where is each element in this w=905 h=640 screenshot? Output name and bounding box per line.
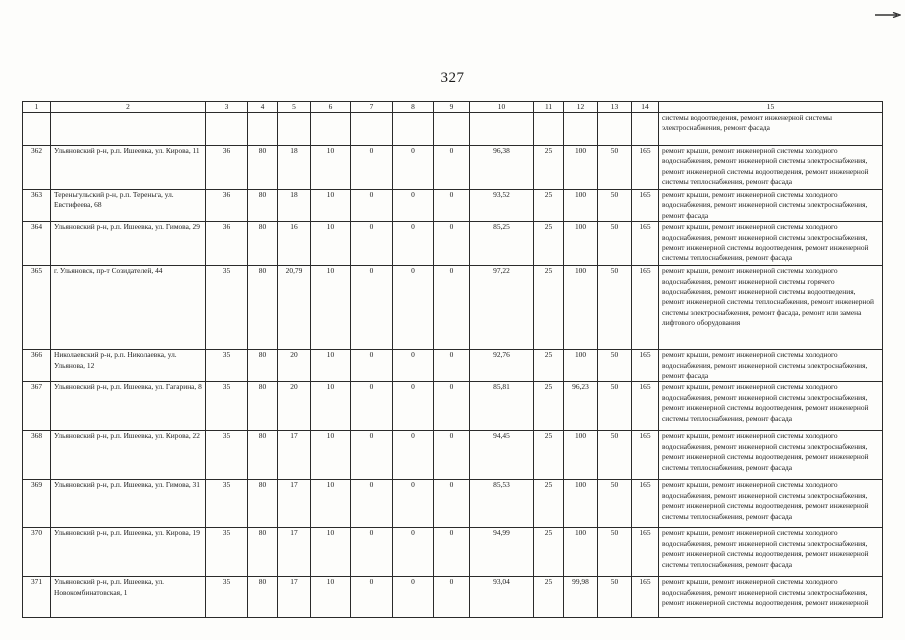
col8-cell: 0: [393, 146, 434, 190]
col9-cell: 0: [434, 350, 470, 382]
col11-cell: 25: [534, 382, 564, 431]
col4-cell: 80: [248, 528, 278, 577]
col11-cell: 25: [534, 480, 564, 528]
col6-cell: 10: [311, 350, 351, 382]
col14-cell: 165: [632, 528, 659, 577]
col11-cell: 25: [534, 431, 564, 480]
col12-cell: 100: [564, 431, 598, 480]
work-cell: ремонт крыши, ремонт инженерной системы холодного водоснабжения, ремонт инженерной системы электроснабжения, ремонт инженерной системы водоотведения, ремонт инженерной системы теплоснабжения, ремонт фасада: [659, 222, 883, 266]
col3-cell: 36: [206, 190, 248, 222]
col7-cell: 0: [351, 190, 393, 222]
col10-cell: 85,25: [470, 222, 534, 266]
col7-cell: 0: [351, 382, 393, 431]
table-row: [23, 222, 883, 266]
col10-cell: 85,81: [470, 382, 534, 431]
address-cell: Николаевский р-н, р.п. Николаевка, ул. Ульянова, 12: [51, 350, 206, 382]
address-cell: Ульяновский р-н, р.п. Ишеевка, ул. Гагарина, 8: [51, 382, 206, 431]
table-row: [23, 350, 883, 382]
col9-cell: 0: [434, 382, 470, 431]
col12-cell: 100: [564, 222, 598, 266]
address-cell: Ульяновский р-н, р.п. Ишеевка, ул. Гимова, 31: [51, 480, 206, 528]
table-row: [23, 190, 883, 222]
col4-cell: 80: [248, 480, 278, 528]
col3-cell: 36: [206, 146, 248, 190]
col4-cell: 80: [248, 190, 278, 222]
col6-cell: 10: [311, 577, 351, 618]
col8-cell: 0: [393, 577, 434, 618]
col3-cell: 35: [206, 577, 248, 618]
col13-cell: 50: [598, 480, 632, 528]
col5-cell: 20,79: [278, 266, 311, 350]
col12-cell: 100: [564, 190, 598, 222]
work-cell: ремонт крыши, ремонт инженерной системы холодного водоснабжения, ремонт инженерной системы электроснабжения, ремонт инженерной системы водоотведения, ремонт инженерной: [659, 577, 883, 618]
col4-cell: 80: [248, 266, 278, 350]
col8-cell: 0: [393, 528, 434, 577]
col7-cell: 0: [351, 350, 393, 382]
col3-cell: 36: [206, 222, 248, 266]
col11-cell: 25: [534, 190, 564, 222]
col10-cell: 85,53: [470, 480, 534, 528]
col11-cell: 25: [534, 146, 564, 190]
col8-cell: 0: [393, 222, 434, 266]
column-header: 13: [598, 102, 632, 113]
col14-cell: 165: [632, 190, 659, 222]
row-number-cell: 362: [23, 146, 51, 190]
address-cell: Ульяновский р-н, р.п. Ишеевка, ул. Кирова, 19: [51, 528, 206, 577]
row-number-cell: 366: [23, 350, 51, 382]
col9-cell: 0: [434, 431, 470, 480]
col12-cell: 96,23: [564, 382, 598, 431]
col3-cell: 35: [206, 480, 248, 528]
row-number-cell: 365: [23, 266, 51, 350]
col12-cell: 100: [564, 350, 598, 382]
row-number-cell: 367: [23, 382, 51, 431]
col9-cell: 0: [434, 222, 470, 266]
address-cell: Тереньгульский р-н, р.п. Тереньга, ул. Евстифеева, 68: [51, 190, 206, 222]
col14-cell: 165: [632, 222, 659, 266]
address-cell: Ульяновский р-н, р.п. Ишеевка, ул. Кирова, 11: [51, 146, 206, 190]
col7-cell: 0: [351, 146, 393, 190]
col4-cell: 80: [248, 350, 278, 382]
address-cell: Ульяновский р-н, р.п. Ишеевка, ул. Гимова, 29: [51, 222, 206, 266]
col9-cell: 0: [434, 480, 470, 528]
col13-cell: 50: [598, 350, 632, 382]
col12-cell: 100: [564, 480, 598, 528]
col7-cell: 0: [351, 480, 393, 528]
table-row: [23, 480, 883, 528]
row-number-cell: 370: [23, 528, 51, 577]
work-cell: ремонт крыши, ремонт инженерной системы холодного водоснабжения, ремонт инженерной системы электроснабжения, ремонт инженерной системы водоотведения, ремонт инженерной системы теплоснабжения, ремонт фасада: [659, 431, 883, 480]
work-cell: ремонт крыши, ремонт инженерной системы холодного водоснабжения, ремонт инженерной системы горячего водоснабжения, ремонт инженерной системы водоотведения, ремонт инженерной системы теплоснабжения, ремонт инженерной системы электроснабжения, ремонт фасада, ремонт или замена лифтового оборудования: [659, 266, 883, 350]
table-row: [23, 431, 883, 480]
column-header: 9: [434, 102, 470, 113]
column-header: 5: [278, 102, 311, 113]
col6-cell: 10: [311, 190, 351, 222]
table-row: [23, 577, 883, 618]
col7-cell: 0: [351, 528, 393, 577]
col9-cell: 0: [434, 577, 470, 618]
address-cell: г. Ульяновск, пр-т Созидателей, 44: [51, 266, 206, 350]
col14-cell: 165: [632, 577, 659, 618]
col8-cell: 0: [393, 382, 434, 431]
address-cell: Ульяновский р-н, р.п. Ишеевка, ул. Кирова, 22: [51, 431, 206, 480]
col13-cell: 50: [598, 431, 632, 480]
col6-cell: 10: [311, 480, 351, 528]
col5-cell: 18: [278, 190, 311, 222]
col4-cell: 80: [248, 222, 278, 266]
col8-cell: 0: [393, 190, 434, 222]
column-header: 4: [248, 102, 278, 113]
column-header: 12: [564, 102, 598, 113]
column-header: 1: [23, 102, 51, 113]
col4-cell: 80: [248, 431, 278, 480]
col9-cell: 0: [434, 528, 470, 577]
row-number-cell: 363: [23, 190, 51, 222]
page-number: 327: [440, 70, 465, 86]
col7-cell: 0: [351, 577, 393, 618]
table-row: [23, 528, 883, 577]
col5-cell: 17: [278, 577, 311, 618]
col11-cell: 25: [534, 528, 564, 577]
col9-cell: 0: [434, 146, 470, 190]
col8-cell: 0: [393, 266, 434, 350]
table-row: [23, 266, 883, 350]
col10-cell: 94,99: [470, 528, 534, 577]
col8-cell: 0: [393, 431, 434, 480]
col4-cell: 80: [248, 577, 278, 618]
col14-cell: 165: [632, 266, 659, 350]
scan-arrow-mark: [875, 12, 901, 18]
col3-cell: 35: [206, 431, 248, 480]
header-row: [23, 102, 883, 113]
work-cell: ремонт крыши, ремонт инженерной системы холодного водоснабжения, ремонт инженерной системы электроснабжения, ремонт инженерной системы водоотведения, ремонт инженерной системы теплоснабжения, ремонт фасада: [659, 382, 883, 431]
column-header: 14: [632, 102, 659, 113]
col14-cell: 165: [632, 350, 659, 382]
column-header: 11: [534, 102, 564, 113]
col14-cell: 165: [632, 431, 659, 480]
continuation-row: [23, 113, 883, 146]
col11-cell: 25: [534, 266, 564, 350]
col12-cell: 99,98: [564, 577, 598, 618]
col3-cell: 35: [206, 266, 248, 350]
col6-cell: 10: [311, 528, 351, 577]
col3-cell: 35: [206, 528, 248, 577]
col5-cell: 18: [278, 146, 311, 190]
col10-cell: 92,76: [470, 350, 534, 382]
col5-cell: 20: [278, 350, 311, 382]
col3-cell: 35: [206, 350, 248, 382]
col13-cell: 50: [598, 528, 632, 577]
col7-cell: 0: [351, 222, 393, 266]
col6-cell: 10: [311, 222, 351, 266]
address-cell: Ульяновский р-н, р.п. Ишеевка, ул. Новокомбинатовская, 1: [51, 577, 206, 618]
col13-cell: 50: [598, 382, 632, 431]
col11-cell: 25: [534, 222, 564, 266]
col14-cell: 165: [632, 146, 659, 190]
col13-cell: 50: [598, 146, 632, 190]
col12-cell: 100: [564, 266, 598, 350]
work-cell: ремонт крыши, ремонт инженерной системы холодного водоснабжения, ремонт инженерной системы электроснабжения, ремонт инженерной системы водоотведения, ремонт инженерной системы теплоснабжения, ремонт фасада: [659, 480, 883, 528]
table-row: [23, 382, 883, 431]
col7-cell: 0: [351, 431, 393, 480]
column-header: 8: [393, 102, 434, 113]
col3-cell: 35: [206, 382, 248, 431]
col8-cell: 0: [393, 350, 434, 382]
col13-cell: 50: [598, 266, 632, 350]
col11-cell: 25: [534, 350, 564, 382]
row-number-cell: 371: [23, 577, 51, 618]
col13-cell: 50: [598, 577, 632, 618]
column-header: 10: [470, 102, 534, 113]
col6-cell: 10: [311, 266, 351, 350]
col13-cell: 50: [598, 222, 632, 266]
col10-cell: 96,38: [470, 146, 534, 190]
row-number-cell: 364: [23, 222, 51, 266]
col5-cell: 16: [278, 222, 311, 266]
col12-cell: 100: [564, 146, 598, 190]
col7-cell: 0: [351, 266, 393, 350]
column-header: 15: [659, 102, 883, 113]
col13-cell: 50: [598, 190, 632, 222]
col9-cell: 0: [434, 190, 470, 222]
col5-cell: 17: [278, 528, 311, 577]
col8-cell: 0: [393, 480, 434, 528]
col10-cell: 93,04: [470, 577, 534, 618]
column-header: 6: [311, 102, 351, 113]
column-header: 2: [51, 102, 206, 113]
table-row: [23, 146, 883, 190]
col11-cell: 25: [534, 577, 564, 618]
col5-cell: 17: [278, 480, 311, 528]
col6-cell: 10: [311, 146, 351, 190]
row-number-cell: 368: [23, 431, 51, 480]
col4-cell: 80: [248, 382, 278, 431]
work-cell: ремонт крыши, ремонт инженерной системы холодного водоснабжения, ремонт инженерной системы электроснабжения, ремонт фасада: [659, 190, 883, 222]
col14-cell: 165: [632, 480, 659, 528]
work-cell: ремонт крыши, ремонт инженерной системы холодного водоснабжения, ремонт инженерной системы электроснабжения, ремонт фасада: [659, 350, 883, 382]
col10-cell: 93,52: [470, 190, 534, 222]
work-cell: системы водоотведения, ремонт инженерной системы электроснабжения, ремонт фасада: [659, 113, 883, 146]
col5-cell: 20: [278, 382, 311, 431]
work-cell: ремонт крыши, ремонт инженерной системы холодного водоснабжения, ремонт инженерной системы электроснабжения, ремонт инженерной системы водоотведения, ремонт инженерной системы теплоснабжения, ремонт фасада: [659, 528, 883, 577]
repair-schedule-table: [22, 101, 883, 618]
col4-cell: 80: [248, 146, 278, 190]
col5-cell: 17: [278, 431, 311, 480]
col12-cell: 100: [564, 528, 598, 577]
col10-cell: 97,22: [470, 266, 534, 350]
col9-cell: 0: [434, 266, 470, 350]
col6-cell: 10: [311, 431, 351, 480]
col14-cell: 165: [632, 382, 659, 431]
row-number-cell: 369: [23, 480, 51, 528]
column-header: 3: [206, 102, 248, 113]
work-cell: ремонт крыши, ремонт инженерной системы холодного водоснабжения, ремонт инженерной системы электроснабжения, ремонт инженерной системы водоотведения, ремонт инженерной системы теплоснабжения, ремонт фасада: [659, 146, 883, 190]
col6-cell: 10: [311, 382, 351, 431]
column-header: 7: [351, 102, 393, 113]
col10-cell: 94,45: [470, 431, 534, 480]
